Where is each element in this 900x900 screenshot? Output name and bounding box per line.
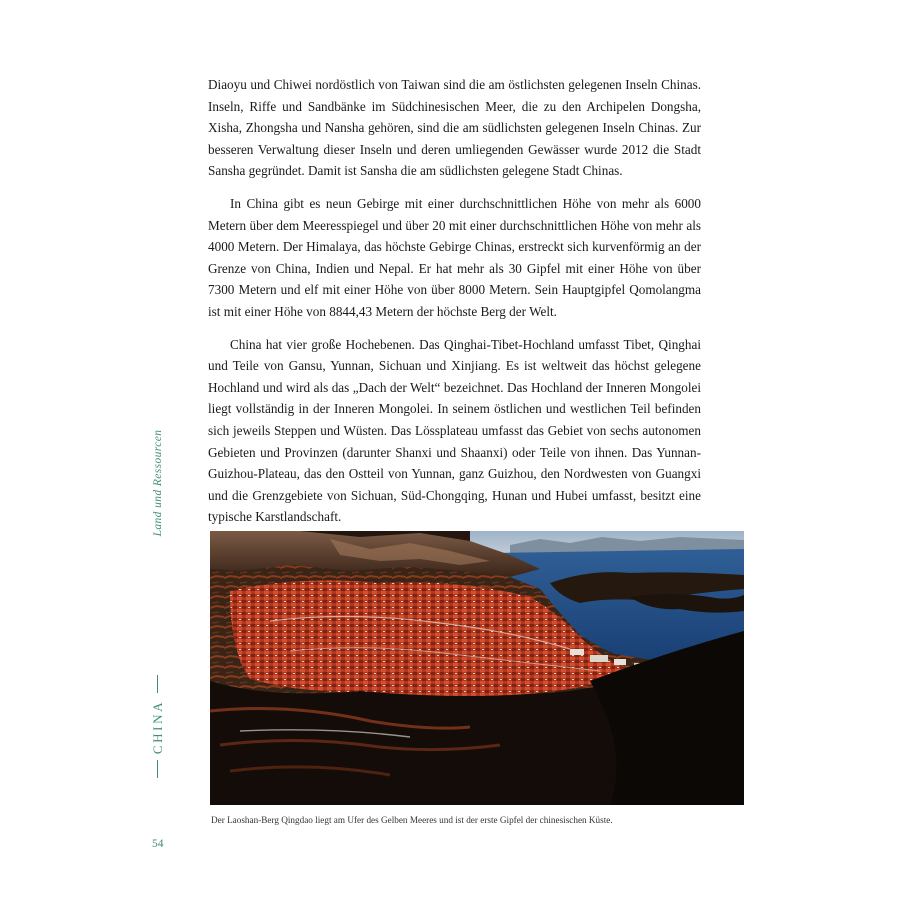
running-head-subtitle: Land und Ressourcen bbox=[152, 429, 164, 537]
page-number: 54 bbox=[152, 838, 164, 850]
running-head-title: CHINA bbox=[150, 699, 165, 755]
body-text bbox=[208, 74, 701, 539]
photo-caption: Der Laoshan-Berg Qingdao liegt am Ufer des Gelben Meeres und ist der erste Gipfel der chinesischen Küste. bbox=[211, 815, 613, 825]
paragraph-1: Diaoyu und Chiwei nordöstlich von Taiwan sind die am östlichsten gelegenen Inseln Chinas. Inseln, Riffe und Sandbänke im Südchinesischen Meer, die zu den Archipelen Dongsha, Xisha, Zhongsha und Nansha gehören, sind die am südlichsten gelegenen Inseln Chinas. Zur besseren Verwaltung dieser Inseln und deren umliegenden Gewässer wurde 2012 die Stadt Sansha gegründet. Damit ist Sansha die am südlichsten gelegene Stadt Chinas. bbox=[208, 77, 701, 179]
paragraph-2: In China gibt es neun Gebirge mit einer durchschnittlichen Höhe von mehr als 6000 Metern über dem Meeresspiegel und über 20 mit einer durchschnittlichen Höhe von mehr als 4000 Metern. Der Himalaya, das höchste Gebirge Chinas, erstreckt sich kurvenförmig an der Grenze von China, Indien und Nepal. Er hat mehr als 30 Gipfel mit einer Höhe von über 7300 Metern und elf mit einer Höhe von über 8000 Metern. Sein Hauptgipfel Qomolangma ist mit einer Höhe von 8844,43 Metern der höchste Berg der Welt. bbox=[208, 195, 701, 319]
running-head-rule-bottom bbox=[157, 760, 158, 778]
paragraph-3: China hat vier große Hochebenen. Das Qinghai-Tibet-Hochland umfasst Tibet, Qinghai und Teile von Gansu, Yunnan, Sichuan und Xinjiang. Es ist weltweit das höchst gelegene Hochland und wird als das „Dach der Welt“ bezeichnet. Das Hochland der Inneren Mongolei liegt vollständig in der Inneren Mongolei. In seinem östlichen und westlichen Teil befinden sich jeweils Steppen und Wüsten. Das Lössplateau umfasst das Gebiet von sechs autonomen Gebieten und Provinzen (darunter Shanxi und Shaanxi) oder Teile von ihnen. Das Yunnan-Guizhou-Plateau, das den Ostteil von Yunnan, ganz Guizhou, den Nordwesten von Guangxi und die Grenzgebiete von Sichuan, Süd-Chongqing, Hunan und Hubei umfasst, besitzt eine typische Karstlandschaft. bbox=[208, 336, 701, 525]
laoshan-photo-illustration bbox=[210, 531, 744, 805]
running-head-rule-top bbox=[157, 675, 158, 693]
laoshan-photo bbox=[210, 531, 744, 805]
